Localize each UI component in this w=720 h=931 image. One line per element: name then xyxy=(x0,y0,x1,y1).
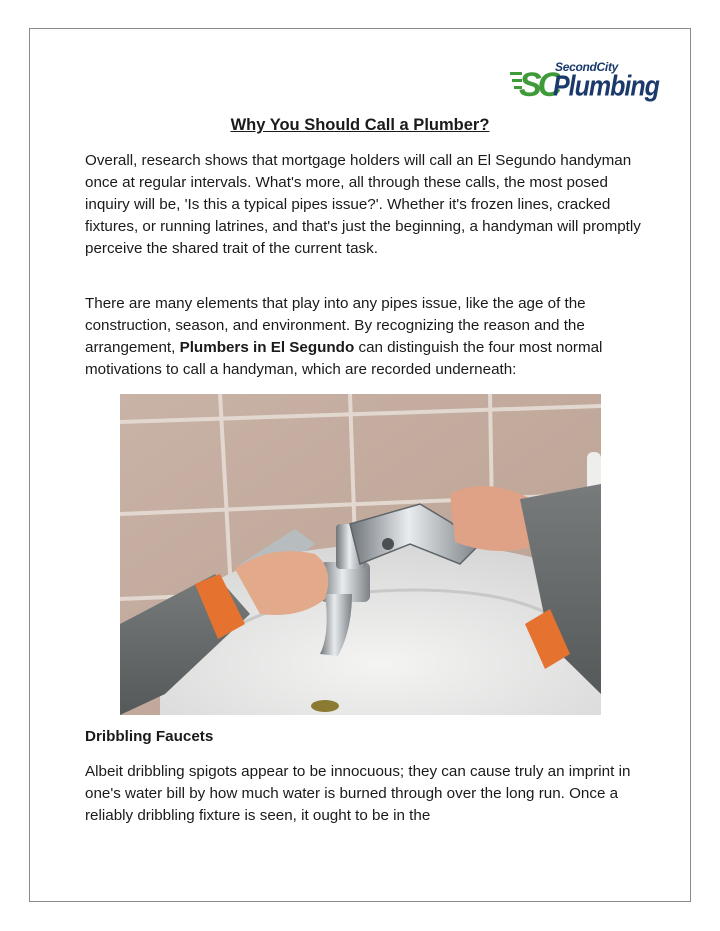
logo-monogram: SC xyxy=(519,66,559,104)
article-title: Why You Should Call a Plumber? xyxy=(230,116,490,134)
company-logo xyxy=(510,56,659,108)
paragraph-dribbling-faucets: Albeit dribbling spigots appear to be innocuous; they can cause truly an imprint in one's water bill by how much water is burned through over the long run. Once a reliably dribbling fixture is seen, it ought to be in the xyxy=(85,763,631,824)
plumbers-in-el-segundo-link-text: Plumbers in El Segundo xyxy=(179,339,355,356)
paragraph-elements xyxy=(85,293,645,381)
logo-line1: SecondCity xyxy=(555,60,619,74)
plumber-photo xyxy=(120,394,601,715)
paragraph-elements-text-2: can distinguish the four most normal motivations to call a handyman, which are recorded underneath: xyxy=(85,339,603,378)
plumber-hands-wrench-faucet-photo xyxy=(120,394,601,715)
paragraph-intro: Overall, research shows that mortgage holders will call an El Segundo handyman once at regular intervals. What's more, all through these calls, the most posed inquiry will be, 'Is this a typical pipes issue?'. Whether it's frozen lines, cracked fixtures, or running latrines, and that's just the beginning, a handyman will promptly perceive the shared trait of the current task. xyxy=(85,152,641,257)
paragraph-elements-text-1: There are many elements that play into any pipes issue, like the age of the construction, season, and environment. By recognizing the reason and the arrangement, xyxy=(85,295,586,356)
section-heading-dribbling-faucets: Dribbling Faucets xyxy=(85,728,214,745)
logo-line2: Plumbing xyxy=(553,70,659,103)
